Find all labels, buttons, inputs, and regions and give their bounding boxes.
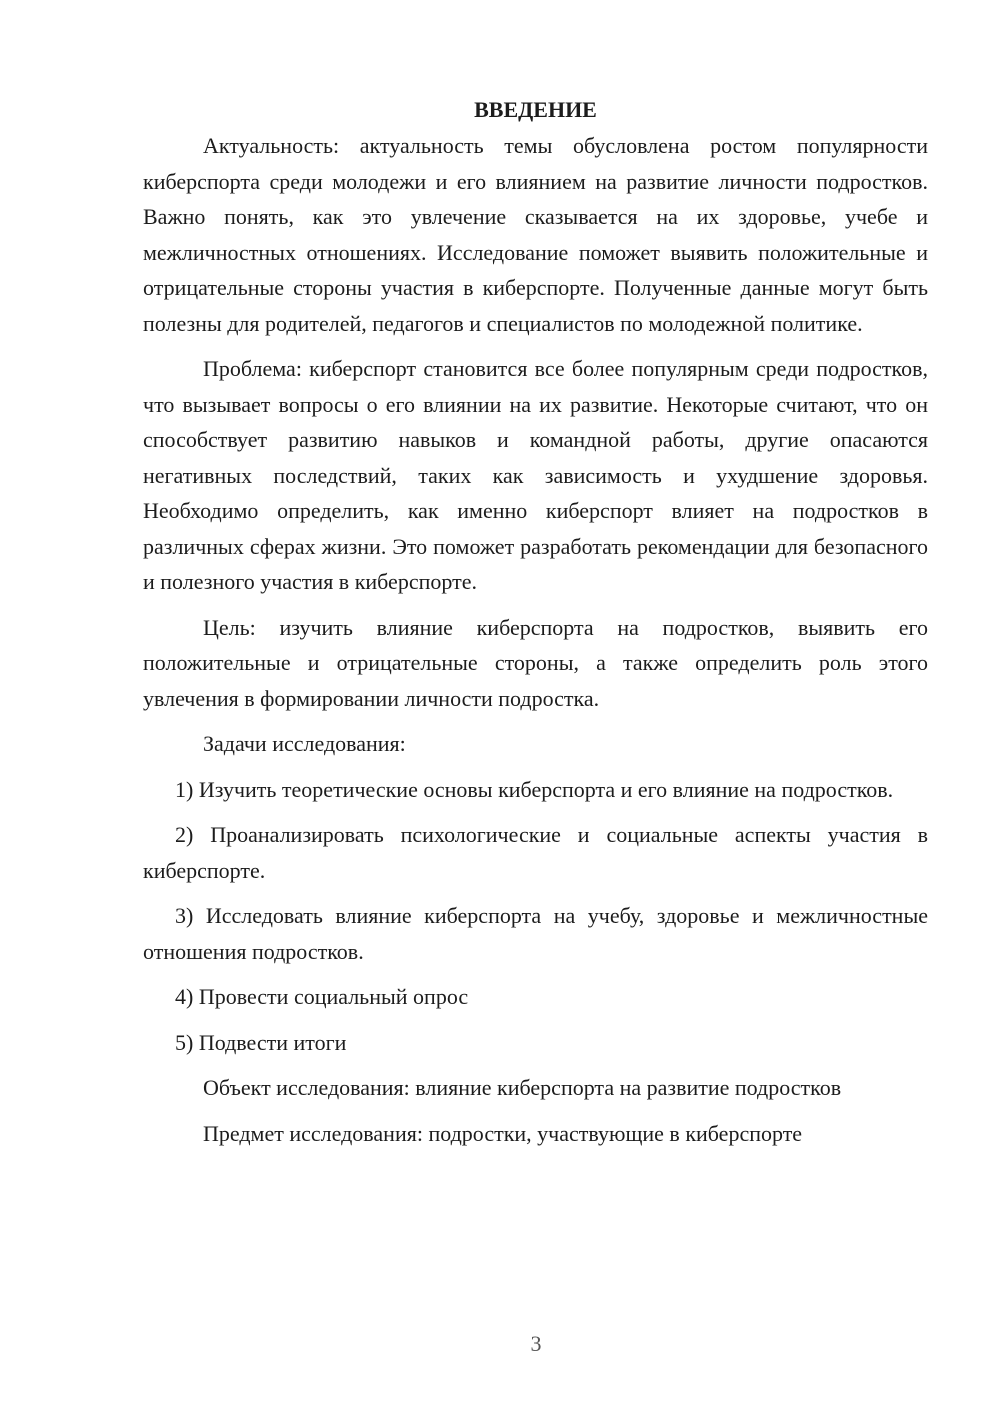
task-item-4: 4) Провести социальный опрос (175, 984, 469, 1009)
task-item-5: 5) Подвести итоги (175, 1029, 347, 1055)
tasks-heading: Задачи исследования: (203, 731, 406, 756)
research-object: Объект исследования: влияние киберспорта на развитие подростков (203, 1075, 842, 1100)
task-item-1: 1) Изучить теоретические основы киберспорта и его влияние на подростков. (175, 776, 894, 802)
paragraph-relevance: Актуальность: актуальность темы обусловлена ростом популярности киберспорта среди молодежи и его влиянием на развитие личности подростков. Важно понять, как это увлечение сказывается на их здоровье, учебе и межличностных отношениях. Исследование поможет выявить положительные и отрицательные стороны участия в киберспорте. Полученные данные могут быть полезны для родителей, педагогов и специалистов по молодежной политике. (143, 133, 928, 336)
paragraph-problem: Проблема: киберспорт становится все более популярным среди подростков, что вызывает вопросы о его влиянии на их развитие. Некоторые считают, что он способствует развитию навыков и командной работы, другие опасаются негативных последствий, таких как зависимость и ухудшение здоровья. Необходимо определить, как именно киберспорт влияет на подростков в различных сферах жизни. Это поможет разработать рекомендации для безопасного и полезного участия в киберспорте. (143, 356, 928, 594)
paragraph-goal: Цель: изучить влияние киберспорта на подростков, выявить его положительные и отрицательные стороны, а также определить роль этого увлечения в формировании личности подростка. (143, 614, 928, 711)
page-title: ВВЕДЕНИЕ (474, 97, 597, 122)
document-page (143, 92, 928, 1161)
task-item-3: 3) Исследовать влияние киберспорта на учебу, здоровье и межличностные отношения подростков. (143, 903, 928, 964)
research-subject: Предмет исследования: подростки, участвующие в киберспорте (203, 1120, 803, 1146)
task-item-2: 2) Проанализировать психологические и социальные аспекты участия в киберспорте. (143, 822, 928, 883)
page-number: 3 (530, 1331, 542, 1356)
